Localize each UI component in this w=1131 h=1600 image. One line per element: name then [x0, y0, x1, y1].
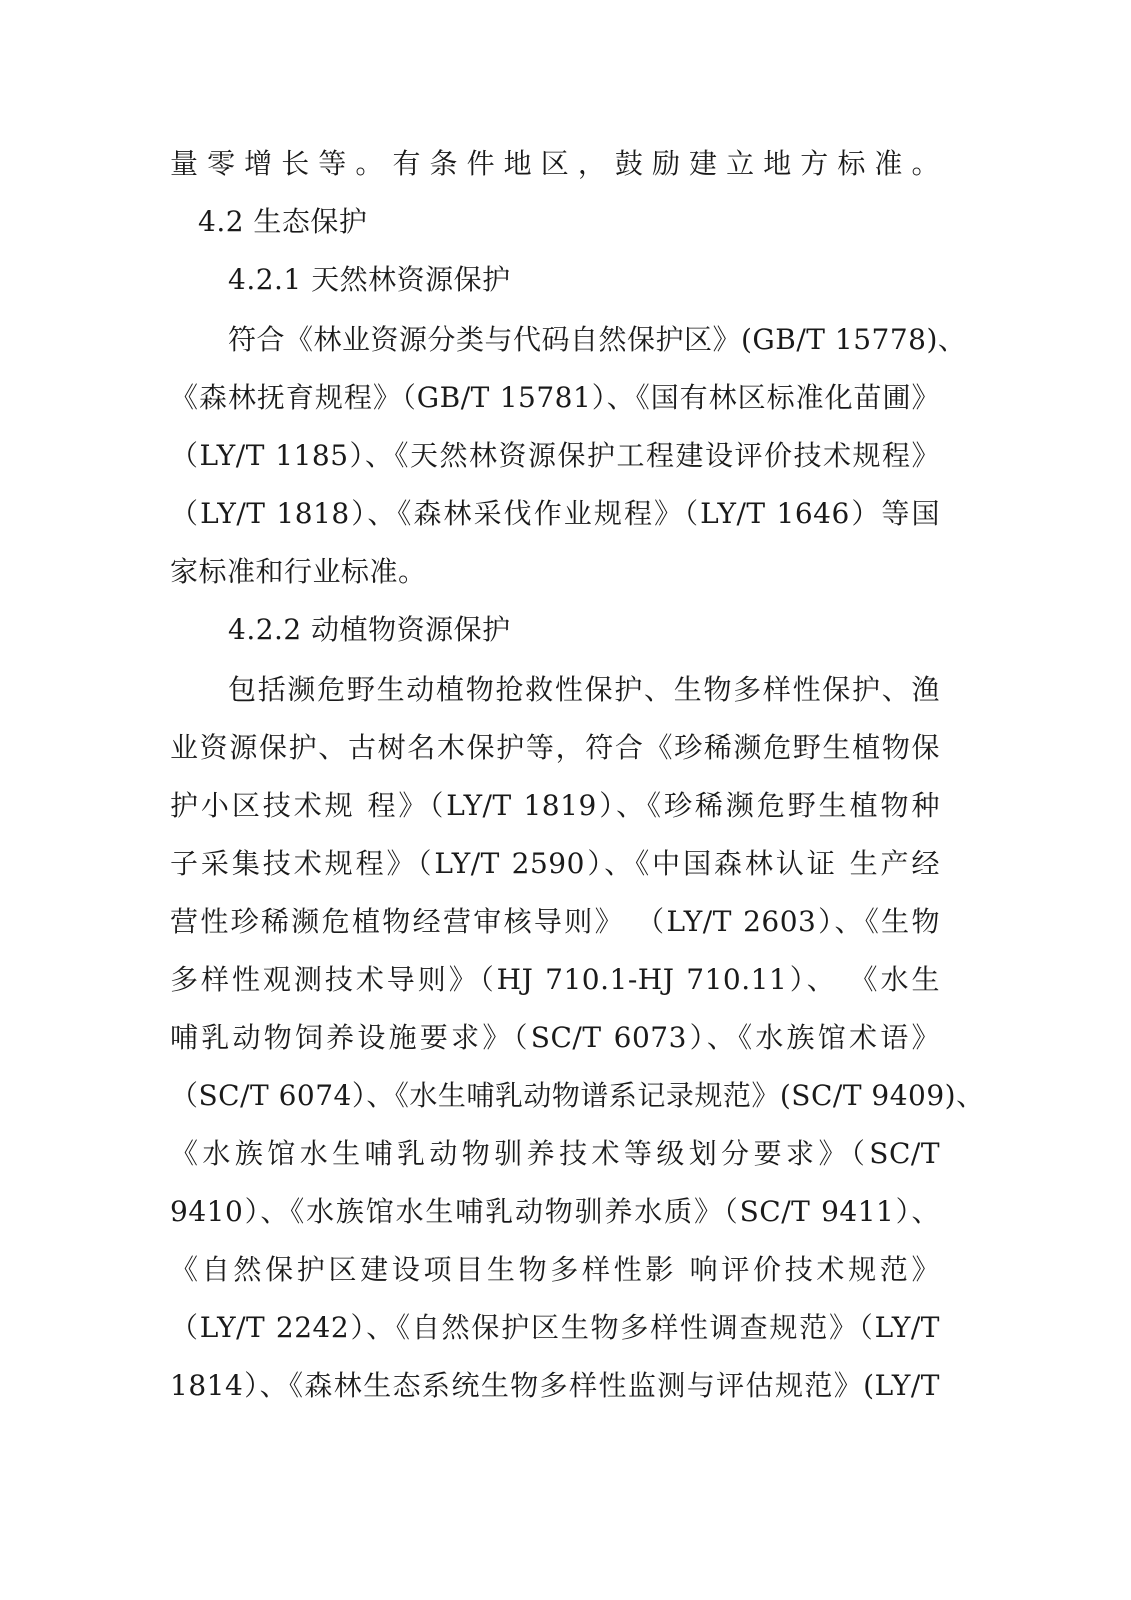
body-text-line: （LY/T 1185）、《天然林资源保护工程建设评价技术规程》 — [170, 439, 940, 472]
subsection-heading-4-2-2: 4.2.2 动植物资源保护 — [228, 613, 511, 646]
body-text-line: 《水族馆水生哺乳动物驯养技术等级划分要求》（SC/T — [170, 1137, 940, 1170]
body-text-line: 符合《林业资源分类与代码自然保护区》(GB/T 15778)、 — [228, 323, 967, 356]
subsection-heading-4-2-1: 4.2.1 天然林资源保护 — [228, 263, 511, 296]
body-text-line: 量零增长等。有条件地区，鼓励建立地方标准。 — [170, 147, 940, 180]
section-heading-4-2: 4.2 生态保护 — [198, 205, 368, 238]
body-text-line: 家标准和行业标准。 — [170, 555, 427, 588]
body-text-line: （SC/T 6074）、《水生哺乳动物谱系记录规范》(SC/T 9409)、 — [170, 1079, 985, 1112]
body-text-line: 子采集技术规程》（LY/T 2590）、《中国森林认证 生产经 — [170, 847, 940, 880]
body-text-line: 1814）、《森林生态系统生物多样性监测与评估规范》(LY/T — [170, 1369, 940, 1402]
body-text-line: 哺乳动物饲养设施要求》（SC/T 6073）、《水族馆术语》 — [170, 1021, 940, 1054]
body-text-line: 营性珍稀濒危植物经营审核导则》 （LY/T 2603）、《生物 — [170, 905, 940, 938]
body-text-line: 《森林抚育规程》（GB/T 15781）、《国有林区标准化苗圃》 — [170, 381, 940, 414]
body-text-line: （LY/T 1818）、《森林采伐作业规程》（LY/T 1646）等国 — [170, 497, 940, 530]
body-text-line: 包括濒危野生动植物抢救性保护、生物多样性保护、渔 — [228, 673, 940, 706]
body-text-line: 9410）、《水族馆水生哺乳动物驯养水质》（SC/T 9411）、 — [170, 1195, 940, 1228]
body-text-line: 《自然保护区建设项目生物多样性影 响评价技术规范》 — [170, 1253, 940, 1286]
body-text-line: （LY/T 2242）、《自然保护区生物多样性调查规范》（LY/T — [170, 1311, 940, 1344]
body-text-line: 业资源保护、古树名木保护等，符合《珍稀濒危野生植物保 — [170, 731, 940, 764]
body-text-line: 护小区技术规 程》（LY/T 1819）、《珍稀濒危野生植物种 — [170, 789, 940, 822]
body-text-line: 多样性观测技术导则》（HJ 710.1-HJ 710.11）、 《水生 — [170, 963, 940, 996]
